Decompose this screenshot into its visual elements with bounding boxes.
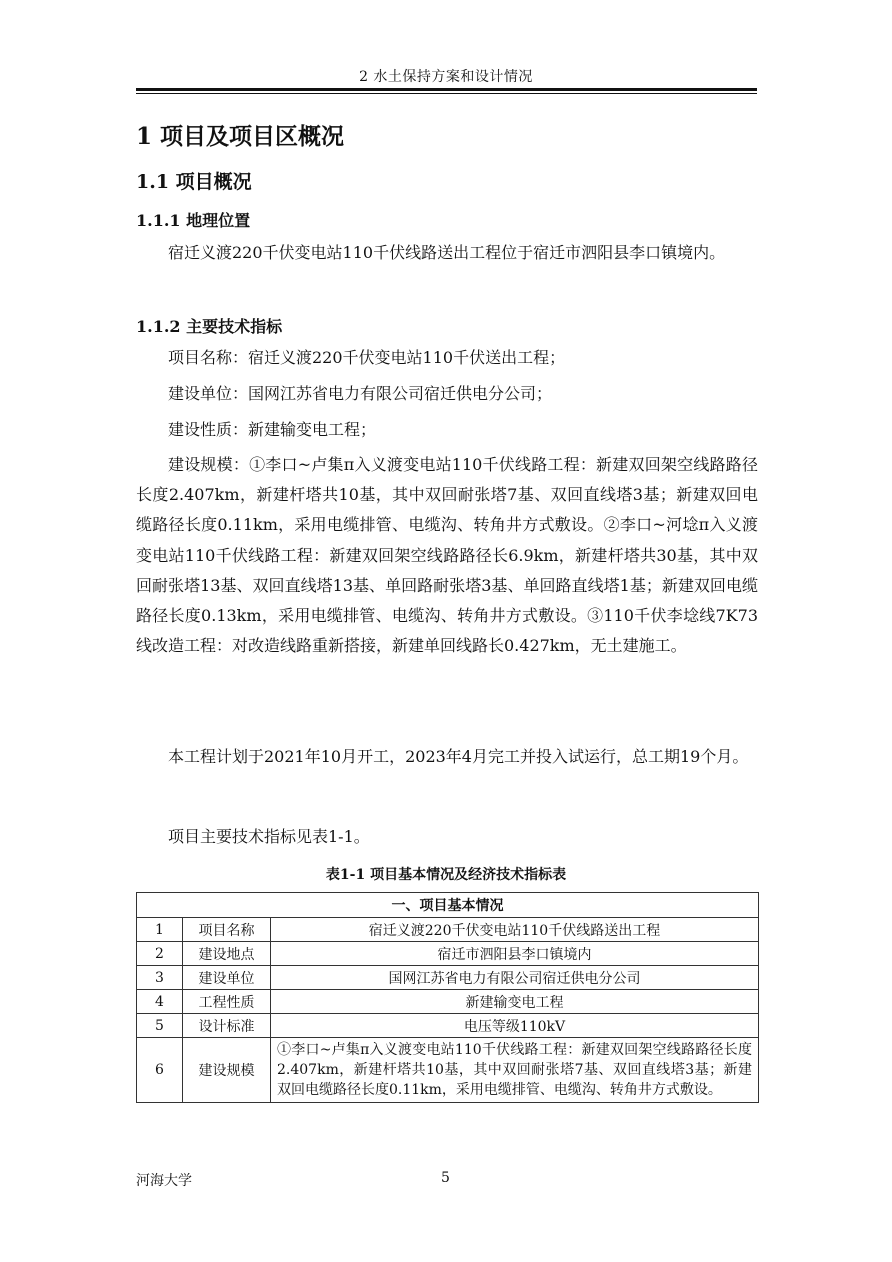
row-item: 建设规模 bbox=[183, 1038, 271, 1103]
row-number: 1 bbox=[137, 918, 183, 942]
table-row bbox=[137, 1014, 759, 1038]
table-row bbox=[137, 1038, 759, 1103]
construction-nature-paragraph: 建设性质：新建输变电工程； bbox=[168, 420, 377, 439]
subsection-title-indicators: 1.1.2 主要技术指标 bbox=[136, 317, 283, 336]
table-section-title: 一、项目基本情况 bbox=[137, 893, 759, 918]
table-row bbox=[137, 918, 759, 942]
row-number: 4 bbox=[137, 990, 183, 1014]
section-title: 1.1 项目概况 bbox=[136, 171, 252, 193]
row-item: 设计标准 bbox=[183, 1014, 271, 1038]
construction-unit-paragraph: 建设单位：国网江苏省电力有限公司宿迁供电分公司； bbox=[168, 384, 553, 403]
row-item: 项目名称 bbox=[183, 918, 271, 942]
table-row bbox=[137, 966, 759, 990]
row-item: 建设单位 bbox=[183, 966, 271, 990]
construction-scale-paragraph: 建设规模：①李口~卢集π入义渡变电站110千伏线路工程：新建双回架空线路路径长度2.407km，新建杆塔共10基，其中双回耐张塔7基、双回直线塔3基；新建双回电缆路径长度0.11km，采用电缆排管、电缆沟、转角井方式敷设。②李口~河埝π入义渡变电站110千伏线路工程：新建双回架空线路路径长6.9km，新建杆塔共30基，其中双回耐张塔13基、双回直线塔13基、单回路耐张塔3基、单回路直线塔1基；新建双回电缆路径长度0.13km，采用电缆排管、电缆沟、转角井方式敷设。③110千伏李埝线7K73线改造工程：对改造线路重新搭接，新建单回线路长0.427km，无土建施工。 bbox=[136, 455, 758, 656]
schedule-paragraph: 本工程计划于2021年10月开工，2023年4月完工并投入试运行，总工期19个月。 bbox=[168, 747, 749, 766]
subsection-title-location: 1.1.1 地理位置 bbox=[136, 211, 251, 230]
header-rule-thick bbox=[136, 88, 757, 91]
location-paragraph: 宿迁义渡220千伏变电站110千伏线路送出工程位于宿迁市泗阳县李口镇境内。 bbox=[168, 243, 726, 262]
row-value: 国网江苏省电力有限公司宿迁供电分公司 bbox=[271, 966, 759, 990]
row-value: 电压等级110kV bbox=[271, 1014, 759, 1038]
table-caption: 表1-1 项目基本情况及经济技术指标表 bbox=[325, 867, 567, 883]
running-header: 2 水土保持方案和设计情况 bbox=[359, 69, 533, 85]
table-row bbox=[137, 990, 759, 1014]
row-number: 3 bbox=[137, 966, 183, 990]
project-info-table bbox=[136, 892, 759, 1103]
row-value: 新建输变电工程 bbox=[271, 990, 759, 1014]
row-value: 宿迁义渡220千伏变电站110千伏线路送出工程 bbox=[271, 918, 759, 942]
row-value: 宿迁市泗阳县李口镇境内 bbox=[271, 942, 759, 966]
page-number: 5 bbox=[441, 1170, 450, 1186]
table-row bbox=[137, 942, 759, 966]
project-name-paragraph: 项目名称：宿迁义渡220千伏变电站110千伏送出工程； bbox=[168, 348, 566, 367]
row-number: 6 bbox=[137, 1038, 183, 1103]
header-rule-thin bbox=[136, 93, 757, 94]
row-item: 建设地点 bbox=[183, 942, 271, 966]
table-section-row bbox=[137, 893, 759, 918]
row-number: 2 bbox=[137, 942, 183, 966]
row-item: 工程性质 bbox=[183, 990, 271, 1014]
row-number: 5 bbox=[137, 1014, 183, 1038]
row-value: ①李口~卢集π入义渡变电站110千伏线路工程：新建双回架空线路路径长度2.407km，新建杆塔共10基，其中双回耐张塔7基、双回直线塔3基；新建双回电缆路径长度0.11km，采用电缆排管、电缆沟、转角井方式敷设。 bbox=[271, 1038, 759, 1103]
footer-institution: 河海大学 bbox=[136, 1173, 192, 1189]
table-reference-paragraph: 项目主要技术指标见表1-1。 bbox=[168, 827, 370, 846]
chapter-title: 1 项目及项目区概况 bbox=[136, 123, 345, 150]
